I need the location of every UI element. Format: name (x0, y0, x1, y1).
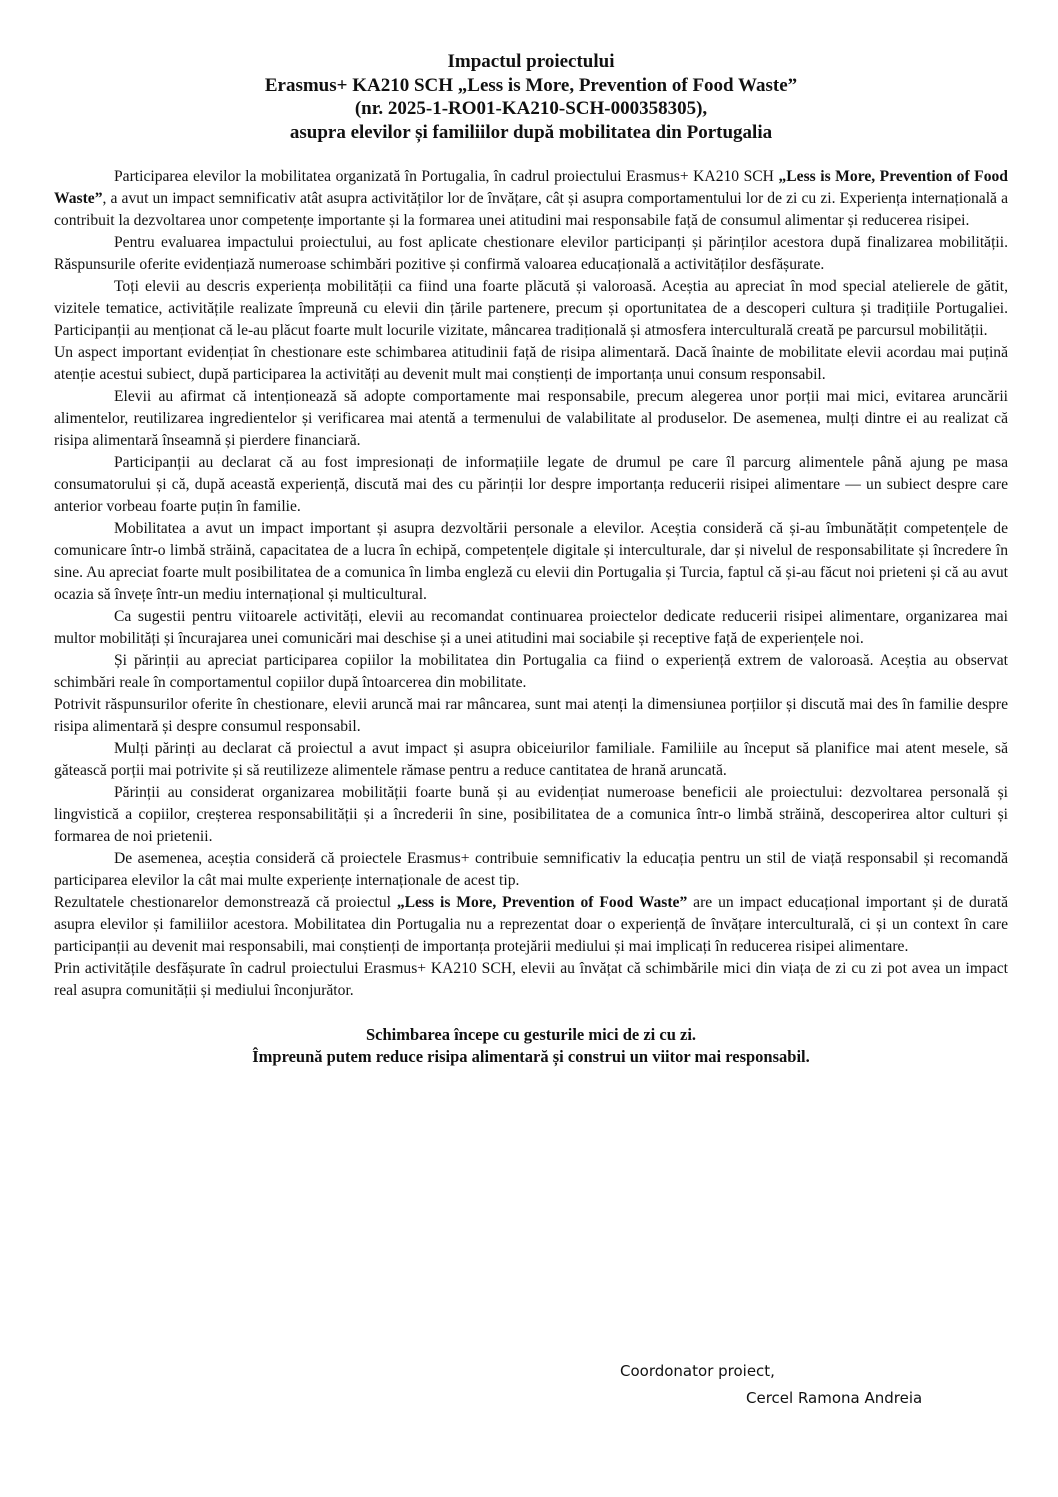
paragraph-1-text-b: , a avut un impact semnificativ atât asupra activităților lor de învățare, cât și asupra comportamentului lor de zi cu zi. Experiența internațională a contribuit la dezvoltarea unor competențe importante și la formarea unei atitudini mai responsabile față de consumul alimentar și reducerea risipei. (54, 190, 1008, 229)
paragraph-3: Toți elevii au descris experiența mobilității ca fiind una foarte plăcută și valoroasă. Aceștia au apreciat în mod special atelierele de gătit, vizitele tematice, activitățile realizate împreună cu elevii din țările partenere, precum și oportunitatea de a descoperi cultura și tradițiile Portugaliei. Participanții au menționat că le-au plăcut foarte mult locurile vizitate, mâncarea tradițională și atmosfera interculturală creată pe parcursul mobilității. (54, 278, 1008, 339)
paragraph-9: Și părinții au apreciat participarea copiilor la mobilitatea din Portugalia ca fiind o experiență extrem de valoroasă. Aceștia au observat schimbări reale în comportamentul copiilor după întoarcerea din mobilitate. (54, 652, 1008, 691)
paragraph-14 (54, 892, 1008, 958)
paragraph-6: Participanții au declarat că au fost impresionați de informațiile legate de drumul pe care îl parcurg alimentele până ajung pe masa consumatorului și că, după această experiență, discută mai des cu părinții lor despre importanța reducerii risipei alimentare — un subiect despre care anterior vorbeau foarte puțin în familie. (54, 454, 1008, 515)
title-line-1: Impactul proiectului (447, 51, 615, 72)
paragraph-14-text-b: are un impact educațional important și de durată asupra elevilor și familiilor acestora. Mobilitatea din Portugalia nu a reprezentat doar o experiență de învățare interculturală, ci și un context în care participanții au devenit mai responsabili, mai conștienți de importanța protejării mediului și mai implicați în reducerea risipei alimentare. (54, 894, 1008, 955)
paragraph-1-text-a: Participarea elevilor la mobilitatea organizată în Portugalia, în cadrul proiectului Erasmus+ KA210 SCH (114, 168, 779, 185)
paragraph-8: Ca sugestii pentru viitoarele activități, elevii au recomandat continuarea proiectelor dedicate reducerii risipei alimentare, organizarea mai multor mobilități și încurajarea unei comunicări mai deschise și a unei atitudini mai sociabile și receptive față de experiențele noi. (54, 608, 1008, 647)
paragraph-14-text-a: Rezultatele chestionarelor demonstrează că proiectul (54, 894, 397, 911)
paragraph-15: Prin activitățile desfășurate în cadrul proiectului Erasmus+ KA210 SCH, elevii au învățat că schimbările mici din viața de zi cu zi pot avea un impact real asupra comunității și mediului înconjurător. (54, 960, 1008, 999)
closing-statement (54, 1024, 1008, 1068)
paragraph-5: Elevii au afirmat că intenționează să adopte comportamente mai responsabile, precum alegerea unor porții mai mici, evitarea aruncării alimentelor, reutilizarea ingredientelor și verificarea mai atentă a termenului de valabilitate al produselor. De asemenea, mulți dintre ei au realizat că risipa alimentară înseamnă și pierdere financiară. (54, 388, 1008, 449)
document-title (54, 50, 1008, 144)
signature-block (620, 1358, 980, 1412)
paragraph-1 (54, 166, 1008, 232)
title-line-3: (nr. 2025-1-RO01-KA210-SCH-000358305), (354, 98, 708, 119)
paragraph-12: Părinții au considerat organizarea mobilității foarte bună și au evidențiat numeroase beneficii ale proiectului: dezvoltarea personală și lingvistică a copiilor, creșterea responsabilității și a încrederii în sine, posibilitatea de a comunica într-o limbă străină, descoperirea altor culturi și formarea de noi prietenii. (54, 784, 1008, 845)
signature-role: Coordonator proiect, (620, 1362, 775, 1380)
project-name-bold-2: „Less is More, Prevention of Food Waste” (396, 894, 688, 911)
project-name-bold: „Less is More, Prevention of Food Waste” (54, 168, 1008, 207)
title-line-2: Erasmus+ KA210 SCH „Less is More, Prevention of Food Waste” (264, 74, 798, 96)
paragraph-7: Mobilitatea a avut un impact important și asupra dezvoltării personale a elevilor. Aceștia consideră că și-au îmbunătățit competențele de comunicare într-o limbă străină, capacitatea de a lucra în echipă, competențele digitale și interculturale, dar și nivelul de responsabilitate și încredere în sine. Au apreciat foarte mult posibilitatea de a comunica în limba engleză cu elevii din Portugalia și Turcia, faptul că și-au făcut noi prieteni și că au avut ocazia să învețe într-un mediu internațional și multicultural. (54, 520, 1008, 603)
closing-line-2: Împreună putem reduce risipa alimentară și construi un viitor mai responsabil. (252, 1047, 810, 1066)
paragraph-4: Un aspect important evidențiat în chestionare este schimbarea atitudinii față de risipa alimentară. Dacă înainte de mobilitate elevii acordau mai puțină atenție acestui subiect, după participarea la activități au devenit mult mai conștienți de importanța unui consum responsabil. (54, 344, 1008, 383)
closing-line-1: Schimbarea începe cu gesturile mici de zi cu zi. (365, 1025, 697, 1044)
signature-name: Cercel Ramona Andreia (746, 1389, 923, 1407)
paragraph-2: Pentru evaluarea impactului proiectului, au fost aplicate chestionare elevilor participanți și părinților acestora după finalizarea mobilității. Răspunsurile oferite evidențiază numeroase schimbări pozitive și confirmă valoarea educațională a activităților desfășurate. (54, 234, 1008, 273)
title-line-4: asupra elevilor și familiilor după mobilitatea din Portugalia (289, 121, 773, 143)
paragraph-10: Potrivit răspunsurilor oferite în chestionare, elevii aruncă mai rar mâncarea, sunt mai atenți la dimensiunea porțiilor și discută mai des în familie despre risipa alimentară și despre consumul responsabil. (54, 696, 1008, 735)
document-page (54, 50, 1008, 1068)
paragraph-13: De asemenea, aceștia consideră că proiectele Erasmus+ contribuie semnificativ la educația pentru un stil de viață responsabil și recomandă participarea elevilor la cât mai multe experiențe internaționale de acest tip. (54, 850, 1008, 889)
paragraph-11: Mulți părinți au declarat că proiectul a avut impact și asupra obiceiurilor familiale. Familiile au început să planifice mai atent mesele, să gătească porții mai potrivite și să reutilizeze alimentele rămase pentru a reduce cantitatea de hrană aruncată. (54, 740, 1008, 779)
